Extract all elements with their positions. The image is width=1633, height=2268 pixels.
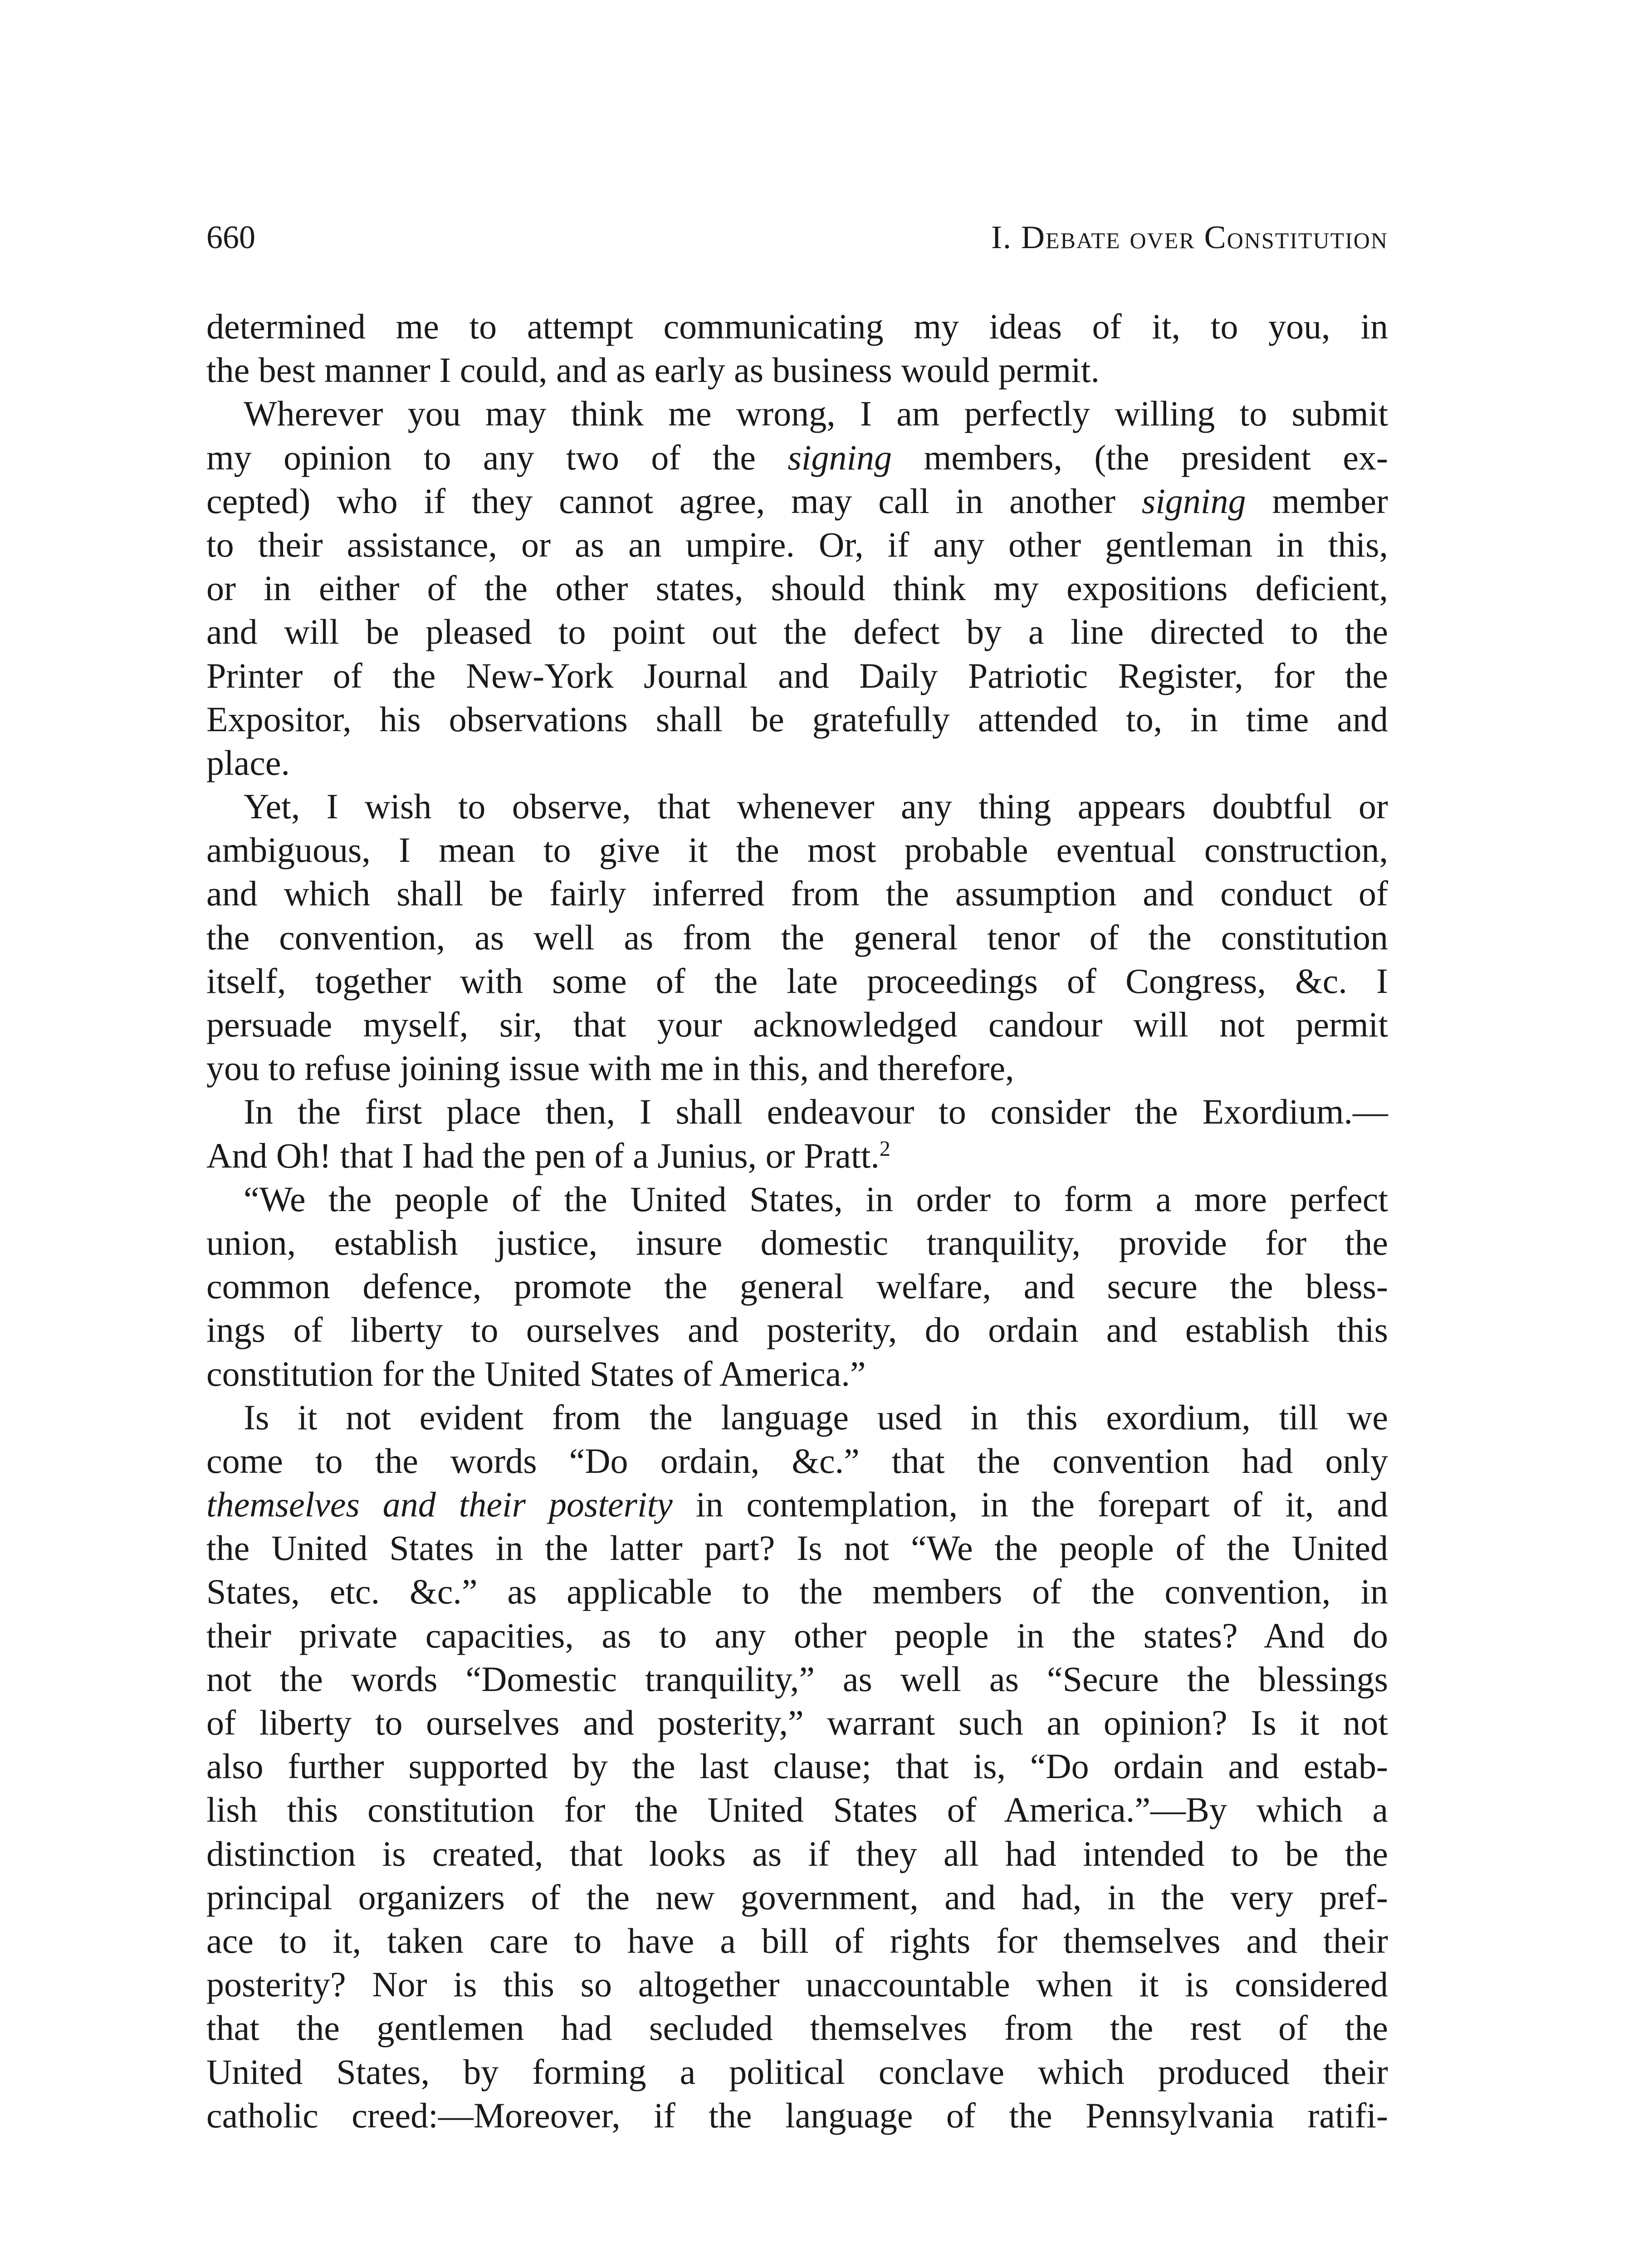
text-line: persuade myself, sir, that your acknowledged candour will not permit <box>206 1005 1388 1044</box>
paragraph <box>206 1178 1388 1396</box>
text-line: come to the words “Do ordain, &c.” that the convention had only <box>206 1441 1388 1481</box>
text-line: and which shall be fairly inferred from the assumption and conduct of <box>206 874 1388 914</box>
page-number: 660 <box>206 219 255 255</box>
text-line: their private capacities, as to any other people in the states? And do <box>206 1615 1388 1655</box>
text-line: or in either of the other states, should think my expositions deficient, <box>206 568 1388 608</box>
text-line: ace to it, taken care to have a bill of rights for themselves and their <box>206 1921 1388 1960</box>
text-line: Yet, I wish to observe, that whenever any thing appears doubtful or <box>244 787 1388 826</box>
text-line: Expositor, his observations shall be gratefully attended to, in time and <box>206 699 1388 739</box>
running-head <box>206 217 1388 258</box>
text-line: Wherever you may think me wrong, I am perfectly willing to submit <box>244 394 1388 434</box>
paragraph <box>206 305 1388 392</box>
text-line: of liberty to ourselves and posterity,” warrant such an opinion? Is it not <box>206 1703 1388 1742</box>
text-line: to their assistance, or as an umpire. Or, if any other gentleman in this, <box>206 524 1388 564</box>
paragraph <box>206 785 1388 1090</box>
text-line: and will be pleased to point out the defect by a line directed to the <box>206 612 1388 652</box>
text-line: principal organizers of the new government, and had, in the very pref- <box>206 1877 1388 1917</box>
paragraph <box>206 392 1388 785</box>
text-line: cepted) who if they cannot agree, may call in another signing member <box>206 481 1388 521</box>
text-line: itself, together with some of the late proceedings of Congress, &c. I <box>206 961 1388 1001</box>
italic-emphasis: signing <box>787 437 892 477</box>
text-line: union, establish justice, insure domestic tranquility, provide for the <box>206 1222 1388 1262</box>
text-line: United States, by forming a political conclave which produced their <box>206 2052 1388 2092</box>
text-line: And Oh! that I had the pen of a Junius, or Pratt.$^2$ <box>206 1135 890 1175</box>
text-line: “We the people of the United States, in order to form a more perfect <box>244 1179 1388 1219</box>
text-line: constitution for the United States of America.” <box>206 1354 866 1393</box>
text-line: you to refuse joining issue with me in this, and therefore, <box>206 1048 1014 1088</box>
text-line: Is it not evident from the language used in this exordium, till we <box>244 1397 1388 1437</box>
text-line: Printer of the New-York Journal and Daily Patriotic Register, for the <box>206 655 1388 695</box>
italic-emphasis: themselves and their posterity <box>206 1485 673 1525</box>
text-line: place. <box>206 743 290 782</box>
text-line: themselves and their posterity in contemplation, in the forepart of it, and <box>206 1485 1388 1525</box>
footnote-marker: 2 <box>879 1136 890 1161</box>
paragraph <box>206 1396 1388 2137</box>
text-line: my opinion to any two of the signing members, (the president ex- <box>206 437 1388 477</box>
text-line: catholic creed:—Moreover, if the language of the Pennsylvania ratifi- <box>206 2095 1388 2135</box>
text-line: posterity? Nor is this so altogether unaccountable when it is considered <box>206 1965 1388 2004</box>
text-line: ambiguous, I mean to give it the most probable eventual construction, <box>206 830 1388 870</box>
text-line: that the gentlemen had secluded themselves from the rest of the <box>206 2008 1388 2048</box>
body-text <box>206 305 1388 2137</box>
text-line: determined me to attempt communicating my ideas of it, to you, in <box>206 307 1388 346</box>
text-line: the convention, as well as from the general tenor of the constitution <box>206 917 1388 957</box>
text-line: common defence, promote the general welfare, and secure the bless- <box>206 1266 1388 1306</box>
text-line: ings of liberty to ourselves and posterity, do ordain and establish this <box>206 1310 1388 1350</box>
text-line: the United States in the latter part? Is not “We the people of the United <box>206 1528 1388 1568</box>
text-line: lish this constitution for the United States of America.”—By which a <box>206 1790 1388 1830</box>
text-line: also further supported by the last clause; that is, “Do ordain and estab- <box>206 1746 1388 1786</box>
section-title: I. Debate over Constitution <box>991 219 1388 255</box>
text-line: the best manner I could, and as early as business would permit. <box>206 350 1100 390</box>
paragraph <box>206 1090 1388 1177</box>
text-line: not the words “Domestic tranquility,” as well as “Secure the blessings <box>206 1659 1388 1699</box>
text-line: distinction is created, that looks as if they all had intended to be the <box>206 1833 1388 1873</box>
text-line: States, etc. &c.” as applicable to the members of the convention, in <box>206 1572 1388 1612</box>
text-line: In the first place then, I shall endeavour to consider the Exordium.— <box>244 1092 1388 1132</box>
italic-emphasis: signing <box>1141 481 1246 521</box>
